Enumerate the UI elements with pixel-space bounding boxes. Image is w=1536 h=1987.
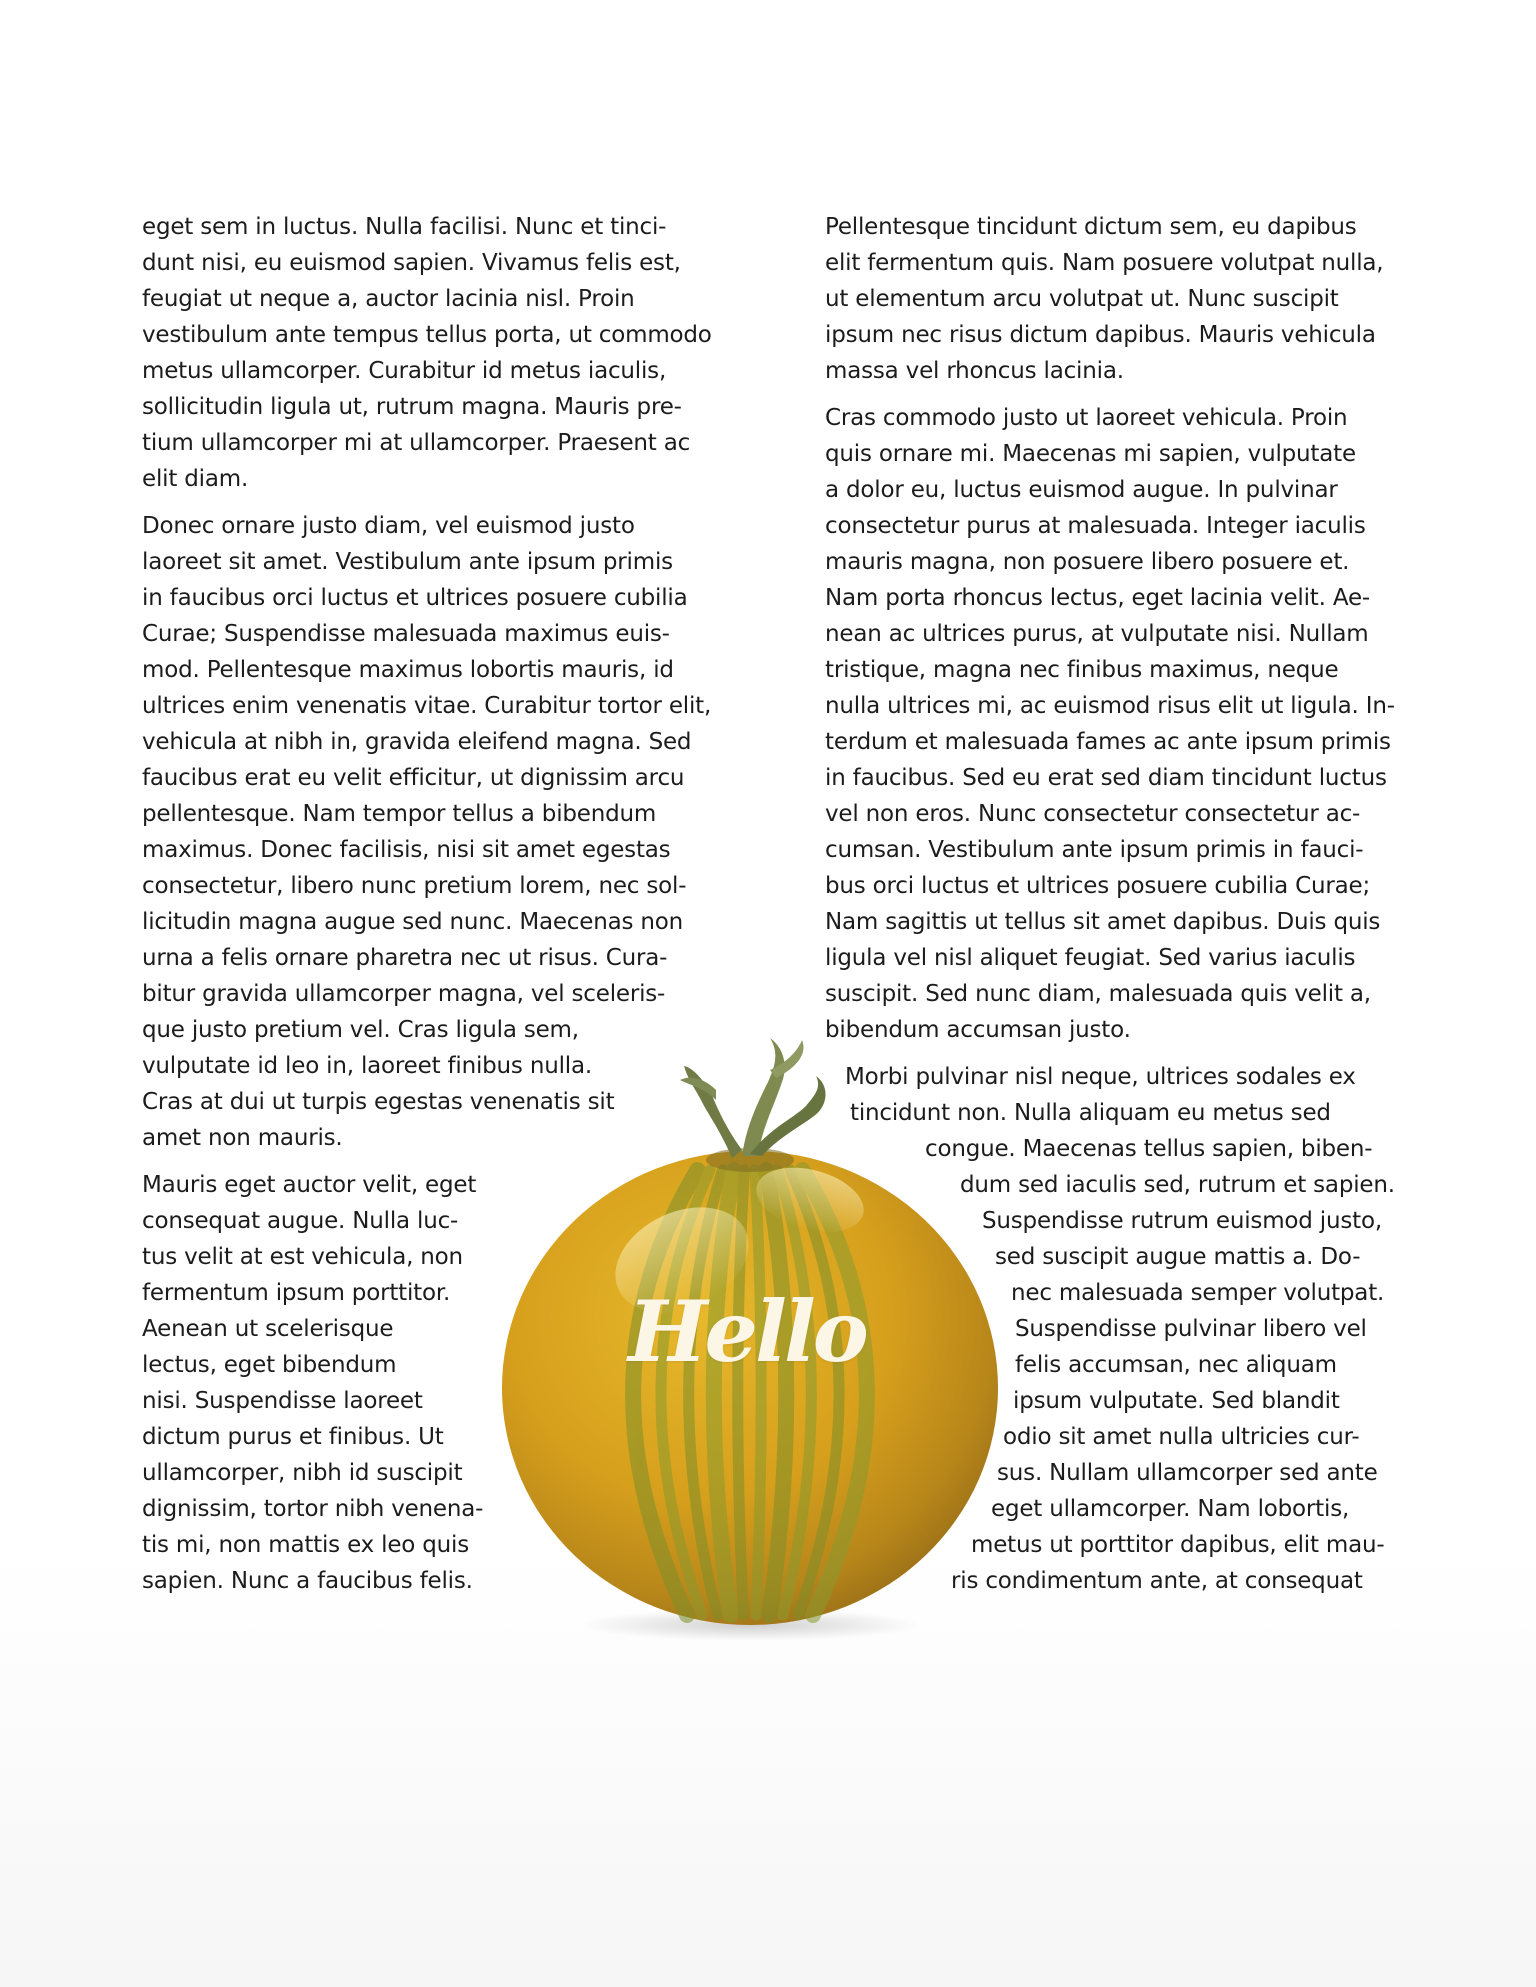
text-line: feugiat ut neque a, auctor lacinia nisl. Proin bbox=[142, 286, 635, 312]
text-line: ullamcorper, nibh id suscipit bbox=[142, 1460, 463, 1486]
text-line: ipsum nec risus dictum dapibus. Mauris vehicula bbox=[825, 322, 1376, 348]
text-line: Pellentesque tincidunt dictum sem, eu dapibus bbox=[825, 214, 1357, 240]
text-line: Cras at dui ut turpis egestas venenatis sit bbox=[142, 1089, 615, 1115]
text-line: mauris magna, non posuere libero posuere et. bbox=[825, 549, 1350, 575]
text-line: ipsum vulputate. Sed blandit bbox=[1013, 1388, 1340, 1414]
stem-icon bbox=[680, 1038, 826, 1158]
text-line: quis ornare mi. Maecenas mi sapien, vulputate bbox=[825, 441, 1356, 467]
text-line: consectetur purus at malesuada. Integer iaculis bbox=[825, 513, 1366, 539]
text-line: sapien. Nunc a faucibus felis. bbox=[142, 1568, 473, 1594]
hello-overlay-text: Hello bbox=[628, 1282, 866, 1381]
text-line: congue. Maecenas tellus sapien, biben- bbox=[925, 1136, 1373, 1162]
text-line: Cras commodo justo ut laoreet vehicula. Proin bbox=[825, 405, 1348, 431]
text-line: vel non eros. Nunc consectetur consectetur ac- bbox=[825, 801, 1361, 827]
text-line: a dolor eu, luctus euismod augue. In pulvinar bbox=[825, 477, 1338, 503]
text-line: mod. Pellentesque maximus lobortis mauris, id bbox=[142, 657, 674, 683]
text-line: vulputate id leo in, laoreet finibus nulla. bbox=[142, 1053, 592, 1079]
text-line: Nam porta rhoncus lectus, eget lacinia velit. Ae- bbox=[825, 585, 1371, 611]
text-line: dignissim, tortor nibh venena- bbox=[142, 1496, 484, 1522]
text-line: tis mi, non mattis ex leo quis bbox=[142, 1532, 470, 1558]
left-paragraph-1 bbox=[142, 209, 722, 497]
text-line: Curae; Suspendisse malesuada maximus euis- bbox=[142, 621, 670, 647]
text-line: terdum et malesuada fames ac ante ipsum primis bbox=[825, 729, 1391, 755]
text-line: consequat augue. Nulla luc- bbox=[142, 1208, 459, 1234]
text-line: sed suscipit augue mattis a. Do- bbox=[995, 1244, 1361, 1270]
text-line: urna a felis ornare pharetra nec ut risus. Cura- bbox=[142, 945, 668, 971]
right-paragraph-1 bbox=[825, 209, 1405, 389]
text-line: Morbi pulvinar nisl neque, ultrices sodales ex bbox=[845, 1064, 1356, 1090]
text-line: nulla ultrices mi, ac euismod risus elit ut ligula. In- bbox=[825, 693, 1395, 719]
text-line: tristique, magna nec finibus maximus, neque bbox=[825, 657, 1339, 683]
text-line: Nam sagittis ut tellus sit amet dapibus. Duis quis bbox=[825, 909, 1381, 935]
text-line: in faucibus orci luctus et ultrices posuere cubilia bbox=[142, 585, 688, 611]
text-line: maximus. Donec facilisis, nisi sit amet egestas bbox=[142, 837, 671, 863]
text-line: dunt nisi, eu euismod sapien. Vivamus felis est, bbox=[142, 250, 681, 276]
text-line: tus velit at est vehicula, non bbox=[142, 1244, 463, 1270]
text-line: cumsan. Vestibulum ante ipsum primis in fauci- bbox=[825, 837, 1364, 863]
text-line: bibendum accumsan justo. bbox=[825, 1017, 1131, 1043]
text-line: suscipit. Sed nunc diam, malesuada quis velit a, bbox=[825, 981, 1371, 1007]
text-line: bitur gravida ullamcorper magna, vel sceleris- bbox=[142, 981, 666, 1007]
text-line: pellentesque. Nam tempor tellus a bibendum bbox=[142, 801, 657, 827]
text-line: tincidunt non. Nulla aliquam eu metus sed bbox=[850, 1100, 1331, 1126]
text-line: elit fermentum quis. Nam posuere volutpat nulla, bbox=[825, 250, 1384, 276]
text-line: consectetur, libero nunc pretium lorem, nec sol- bbox=[142, 873, 687, 899]
text-line: faucibus erat eu velit efficitur, ut dignissim arcu bbox=[142, 765, 685, 791]
text-line: dum sed iaculis sed, rutrum et sapien. bbox=[960, 1172, 1395, 1198]
text-line: in faucibus. Sed eu erat sed diam tincidunt luctus bbox=[825, 765, 1387, 791]
text-line: amet non mauris. bbox=[142, 1125, 343, 1151]
text-line: ultrices enim venenatis vitae. Curabitur tortor elit, bbox=[142, 693, 712, 719]
text-line: licitudin magna augue sed nunc. Maecenas non bbox=[142, 909, 683, 935]
text-line: que justo pretium vel. Cras ligula sem, bbox=[142, 1017, 579, 1043]
text-line: eget sem in luctus. Nulla facilisi. Nunc et tinci- bbox=[142, 214, 667, 240]
text-line: Suspendisse pulvinar libero vel bbox=[1015, 1316, 1367, 1342]
text-line: ut elementum arcu volutpat ut. Nunc suscipit bbox=[825, 286, 1339, 312]
text-line: odio sit amet nulla ultricies cur- bbox=[1003, 1424, 1360, 1450]
text-line: Donec ornare justo diam, vel euismod justo bbox=[142, 513, 635, 539]
text-line: Mauris eget auctor velit, eget bbox=[142, 1172, 477, 1198]
tomato-stripe bbox=[755, 1170, 761, 1615]
text-line: sollicitudin ligula ut, rutrum magna. Mauris pre- bbox=[142, 394, 682, 420]
text-line: metus ullamcorper. Curabitur id metus iaculis, bbox=[142, 358, 667, 384]
text-line: massa vel rhoncus lacinia. bbox=[825, 358, 1124, 384]
text-line: vehicula at nibh in, gravida eleifend magna. Sed bbox=[142, 729, 692, 755]
text-line: Suspendisse rutrum euismod justo, bbox=[982, 1208, 1382, 1234]
text-line: metus ut porttitor dapibus, elit mau- bbox=[971, 1532, 1385, 1558]
text-line: nec malesuada semper volutpat. bbox=[1011, 1280, 1385, 1306]
right-paragraph-2 bbox=[825, 400, 1405, 1048]
text-line: elit diam. bbox=[142, 466, 249, 492]
text-line: fermentum ipsum porttitor. bbox=[142, 1280, 451, 1306]
text-line: dictum purus et finibus. Ut bbox=[142, 1424, 444, 1450]
text-line: lectus, eget bibendum bbox=[142, 1352, 397, 1378]
text-line: eget ullamcorper. Nam lobortis, bbox=[991, 1496, 1350, 1522]
text-line: bus orci luctus et ultrices posuere cubilia Curae; bbox=[825, 873, 1371, 899]
text-line: nisi. Suspendisse laoreet bbox=[142, 1388, 423, 1414]
text-line: Aenean ut scelerisque bbox=[142, 1316, 394, 1342]
text-line: vestibulum ante tempus tellus porta, ut commodo bbox=[142, 322, 712, 348]
text-line: ligula vel nisl aliquet feugiat. Sed varius iaculis bbox=[825, 945, 1356, 971]
text-line: sus. Nullam ullamcorper sed ante bbox=[997, 1460, 1378, 1486]
text-line: ris condimentum ante, at consequat bbox=[951, 1568, 1363, 1594]
text-line: laoreet sit amet. Vestibulum ante ipsum primis bbox=[142, 549, 673, 575]
text-line: felis accumsan, nec aliquam bbox=[1015, 1352, 1337, 1378]
tomato-photo bbox=[470, 1010, 1010, 1670]
text-line: nean ac ultrices purus, at vulputate nisi. Nullam bbox=[825, 621, 1369, 647]
text-line: tium ullamcorper mi at ullamcorper. Praesent ac bbox=[142, 430, 691, 456]
